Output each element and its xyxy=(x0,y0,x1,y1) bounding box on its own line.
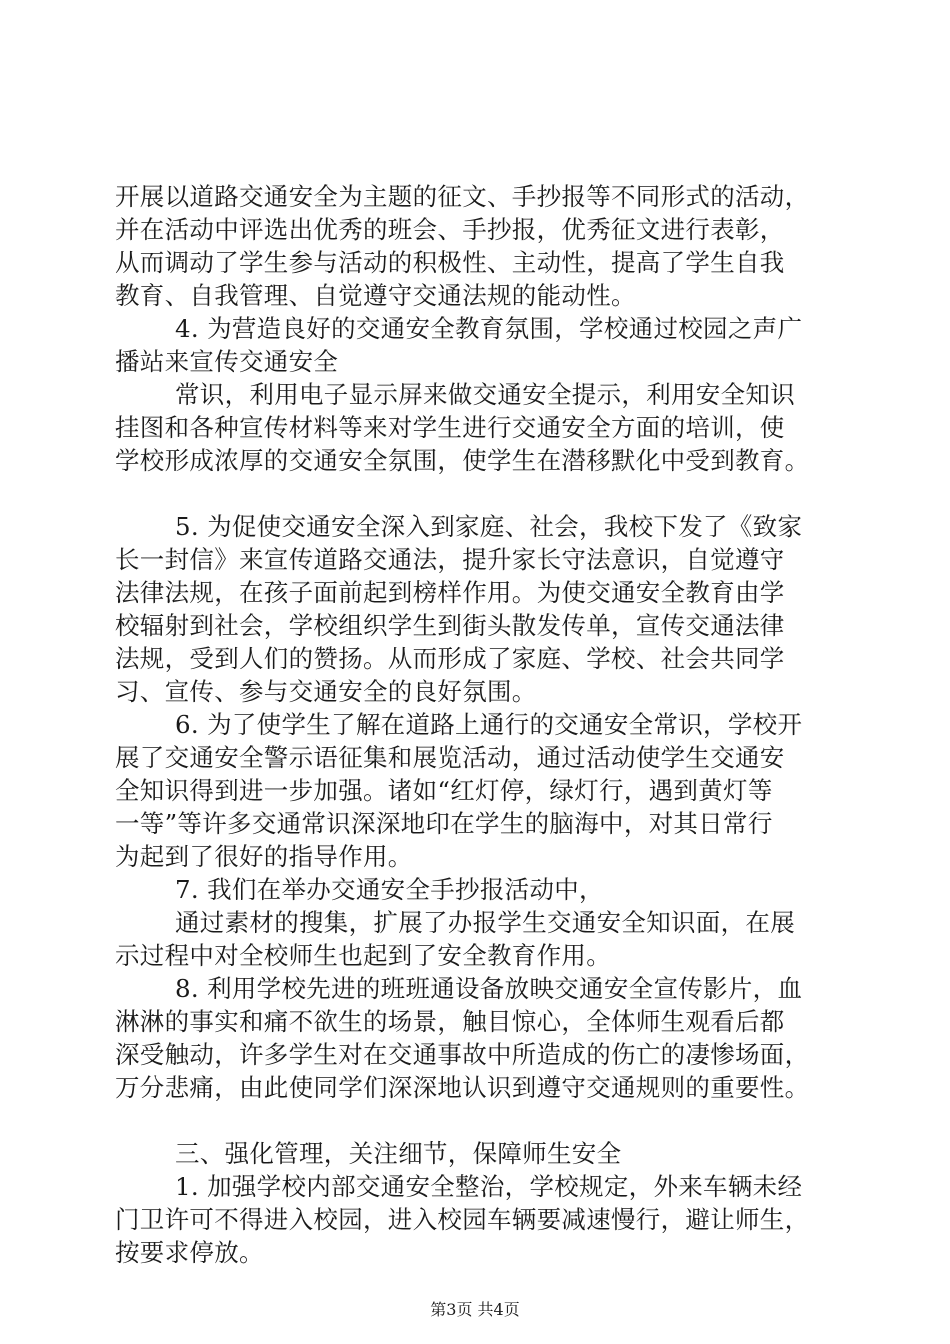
text-line: 为起到了很好的指导作用。 xyxy=(115,842,413,871)
text-line: 长一封信》来宣传道路交通法，提升家长守法意识，自觉遵守 xyxy=(115,545,785,574)
text-line: 播站来宣传交通安全 xyxy=(115,347,339,376)
text-line: 1. 加强学校内部交通安全整治，学校规定，外来车辆未经 xyxy=(175,1172,803,1201)
text-line: 常识，利用电子显示屏来做交通安全提示，利用安全知识 xyxy=(175,380,795,409)
text-line: 8. 利用学校先进的班班通设备放映交通安全宣传影片，血 xyxy=(175,974,803,1003)
text-line: 并在活动中评选出优秀的班会、手抄报，优秀征文进行表彰， xyxy=(115,215,785,244)
text-line: 展了交通安全警示语征集和展览活动，通过活动使学生交通安 xyxy=(115,743,785,772)
text-line: 挂图和各种宣传材料等来对学生进行交通安全方面的培训，使 xyxy=(115,413,785,442)
text-line: 7. 我们在举办交通安全手抄报活动中， xyxy=(175,875,604,904)
section-heading: 三、强化管理，关注细节，保障师生安全 xyxy=(175,1139,622,1168)
text-line: 校辐射到社会，学校组织学生到街头散发传单，宣传交通法律 xyxy=(115,611,785,640)
text-line: 法律法规，在孩子面前起到榜样作用。为使交通安全教育由学 xyxy=(115,578,785,607)
text-line: 全知识得到进一步加强。诸如“红灯停，绿灯行，遇到黄灯等 xyxy=(115,776,773,805)
text-line: 示过程中对全校师生也起到了安全教育作用。 xyxy=(115,941,611,970)
text-line: 6. 为了使学生了解在道路上通行的交通安全常识，学校开 xyxy=(175,710,803,739)
text-line: 万分悲痛，由此使同学们深深地认识到遵守交通规则的重要性。 xyxy=(115,1073,810,1102)
text-line: 5. 为促使交通安全深入到家庭、社会，我校下发了《致家 xyxy=(175,512,803,541)
text-line: 深受触动，许多学生对在交通事故中所造成的伤亡的凄惨场面， xyxy=(115,1040,810,1069)
text-line: 门卫许可不得进入校园，进入校园车辆要减速慢行，避让师生， xyxy=(115,1205,810,1234)
text-line: 通过素材的搜集，扩展了办报学生交通安全知识面，在展 xyxy=(175,908,795,937)
text-line: 习、宣传、参与交通安全的良好氛围。 xyxy=(115,677,537,706)
text-line: 淋淋的事实和痛不欲生的场景，触目惊心，全体师生观看后都 xyxy=(115,1007,785,1036)
page-number: 第3页 共4页 xyxy=(430,1300,520,1319)
text-line: 学校形成浓厚的交通安全氛围，使学生在潜移默化中受到教育。 xyxy=(115,446,810,475)
text-line: 4. 为营造良好的交通安全教育氛围，学校通过校园之声广 xyxy=(175,314,803,343)
text-line: 从而调动了学生参与活动的积极性、主动性，提高了学生自我 xyxy=(115,248,785,277)
text-line: 教育、自我管理、自觉遵守交通法规的能动性。 xyxy=(115,281,636,310)
text-line: 一等”等许多交通常识深深地印在学生的脑海中，对其日常行 xyxy=(115,809,773,838)
text-line: 开展以道路交通安全为主题的征文、手抄报等不同形式的活动， xyxy=(115,182,810,211)
text-line: 法规，受到人们的赞扬。从而形成了家庭、学校、社会共同学 xyxy=(115,644,785,673)
text-line: 按要求停放。 xyxy=(115,1238,264,1267)
